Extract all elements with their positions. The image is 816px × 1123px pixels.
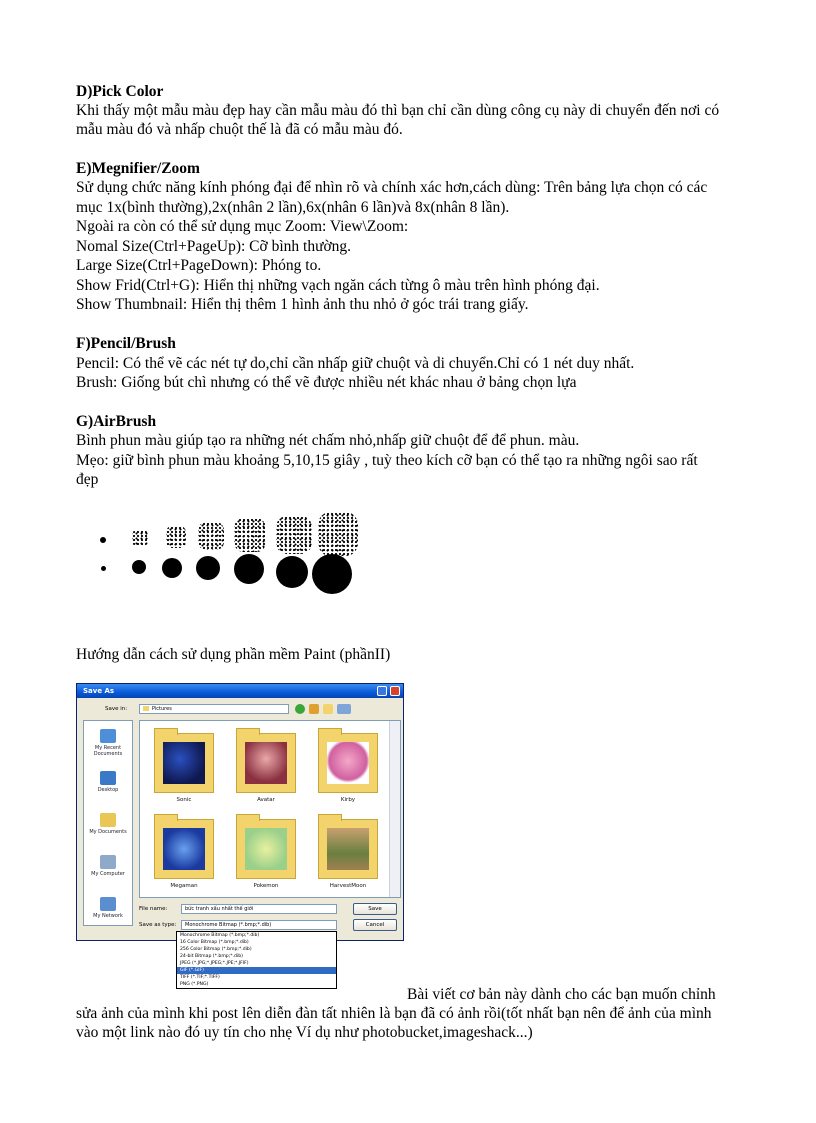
type-option-selected[interactable]: GIF (*.GIF)	[177, 967, 336, 974]
folder-thumbnail	[163, 828, 205, 870]
save-in-select[interactable]	[139, 704, 289, 714]
airbrush-dot	[101, 566, 106, 571]
airbrush-spray	[318, 512, 358, 556]
airbrush-spray	[166, 526, 186, 548]
place-my-network[interactable]: My Network	[84, 897, 132, 919]
views-menu-icon[interactable]	[337, 704, 351, 714]
airbrush-dot	[234, 554, 264, 584]
folder-item[interactable]	[154, 819, 214, 879]
folder-thumbnail	[327, 828, 369, 870]
folder-item[interactable]	[154, 733, 214, 793]
save-as-type-label: Save as type:	[139, 922, 177, 928]
file-view	[139, 720, 401, 898]
place-desktop[interactable]: Desktop	[84, 771, 132, 793]
folder-label: HarvestMoon	[329, 883, 367, 889]
airbrush-dot	[276, 556, 308, 588]
airbrush-dot	[162, 558, 182, 578]
type-option[interactable]: 256 Color Bitmap (*.bmp;*.dib)	[180, 947, 252, 952]
airbrush-dot	[196, 556, 220, 580]
dialog-title: Save As	[83, 687, 115, 695]
my-documents-icon	[100, 813, 116, 827]
airbrush-spray	[234, 518, 266, 552]
type-option[interactable]: 24-bit Bitmap (*.bmp;*.dib)	[180, 954, 243, 959]
paragraph-line: Show Thumbnail: Hiển thị thêm 1 hình ảnh thu nhỏ ở góc trái trang giấy.	[76, 296, 529, 313]
recent-documents-icon	[100, 729, 116, 743]
paragraph-line: Nomal Size(Ctrl+PageUp): Cỡ bình thường.	[76, 238, 352, 255]
places-bar	[83, 720, 133, 926]
place-recent[interactable]: My Recent Documents	[84, 729, 132, 757]
airbrush-spray	[132, 530, 148, 546]
folder-thumbnail	[163, 742, 205, 784]
folder-thumbnail	[327, 742, 369, 784]
heading-pencil-brush: F)Pencil/Brush	[76, 335, 176, 352]
airbrush-dot	[312, 554, 352, 594]
paragraph-line: Show Frid(Ctrl+G): Hiển thị những vạch ngăn cách từng ô màu trên hình phóng đại.	[76, 277, 600, 294]
airbrush-dot	[100, 537, 106, 543]
my-computer-icon	[100, 855, 116, 869]
help-icon[interactable]	[377, 686, 387, 696]
new-folder-icon[interactable]	[323, 704, 333, 714]
cancel-button[interactable]: Cancel	[353, 919, 397, 931]
airbrush-dot	[132, 560, 146, 574]
paragraph-line: Khi thấy một mẫu màu đẹp hay cần mẫu màu đó thì bạn chỉ cần dùng công cụ này di chuyển đến nơi có	[76, 102, 720, 119]
dialog-titlebar	[77, 684, 403, 698]
airbrush-spray	[198, 522, 224, 550]
type-option[interactable]: Monochrome Bitmap (*.bmp;*.dib)	[180, 933, 260, 938]
save-in-value: Pictures	[152, 706, 172, 712]
airbrush-sample-figure	[90, 510, 360, 602]
guide-title: Hướng dẫn cách sử dụng phần mềm Paint (phầnII)	[76, 646, 391, 663]
paragraph-line: Ngoài ra còn có thể sử dụng mục Zoom: View\Zoom:	[76, 218, 409, 235]
desktop-icon	[100, 771, 116, 785]
paragraph-line: mục 1x(bình thường),2x(nhân 2 lần),6x(nhân 6 lần)và 8x(nhân 8 lần).	[76, 199, 510, 216]
save-as-type-select[interactable]: Monochrome Bitmap (*.bmp;*.dib)	[181, 920, 337, 930]
paragraph-line: Brush: Giống bút chì nhưng có thể vẽ được nhiều nét khác nhau ở bảng chọn lựa	[76, 374, 577, 391]
save-as-type-dropdown[interactable]	[176, 931, 337, 989]
place-my-computer[interactable]: My Computer	[84, 855, 132, 877]
type-option[interactable]: JPEG (*.JPG;*.JPEG;*.JPE;*.JFIF)	[180, 961, 249, 966]
folder-label: Megaman	[170, 883, 198, 889]
paragraph-line: đẹp	[76, 471, 99, 488]
file-name-label: File name:	[139, 906, 168, 912]
place-my-documents[interactable]: My Documents	[84, 813, 132, 835]
paragraph-line: Pencil: Có thể vẽ các nét tự do,chỉ cần nhấp giữ chuột và di chuyển.Chỉ có 1 nét duy nhất.	[76, 355, 635, 372]
folder-item[interactable]	[318, 733, 378, 793]
heading-magnifier: E)Megnifier/Zoom	[76, 160, 200, 177]
folder-label: Pokemon	[253, 883, 279, 889]
paragraph-line: mẫu màu đó và nhấp chuột thế là đã có mẫu màu đó.	[76, 121, 403, 138]
file-view-scrollbar[interactable]	[389, 721, 400, 897]
heading-airbrush: G)AirBrush	[76, 413, 157, 430]
paragraph-line: Bài viết cơ bản này dành cho các bạn muốn chỉnh	[407, 986, 716, 1003]
paragraph-line: Mẹo: giữ bình phun màu khoảng 5,10,15 giây , tuỳ theo kích cỡ bạn có thể tạo ra những ngôi sao rất	[76, 452, 698, 469]
save-as-dialog	[76, 683, 404, 941]
folder-label: Avatar	[257, 797, 275, 803]
folder-icon	[143, 706, 149, 711]
folder-item[interactable]	[236, 733, 296, 793]
type-option[interactable]: PNG (*.PNG)	[180, 982, 209, 987]
paragraph-line: Sử dụng chức năng kính phóng đại để nhìn rõ và chính xác hơn,cách dùng: Trên bảng lựa chọn có các	[76, 179, 708, 196]
type-option[interactable]: 16 Color Bitmap (*.bmp;*.dib)	[180, 940, 249, 945]
paragraph-line: vào một link nào đó uy tín cho nhẹ Ví dụ như photobucket,imageshack...)	[76, 1024, 533, 1041]
back-icon[interactable]	[295, 704, 305, 714]
save-in-label: Save in:	[105, 706, 128, 712]
type-option[interactable]: TIFF (*.TIF;*.TIFF)	[180, 975, 220, 980]
folder-item[interactable]	[236, 819, 296, 879]
folder-thumbnail	[245, 828, 287, 870]
folder-item[interactable]	[318, 819, 378, 879]
save-button[interactable]: Save	[353, 903, 397, 915]
airbrush-spray	[276, 516, 312, 554]
file-name-input[interactable]: bức tranh xấu nhất thế giới	[181, 904, 337, 914]
folder-thumbnail	[245, 742, 287, 784]
paragraph-line: Bình phun màu giúp tạo ra những nét chấm nhỏ,nhấp giữ chuột để để phun. màu.	[76, 432, 580, 449]
paragraph-line: Large Size(Ctrl+PageDown): Phóng to.	[76, 257, 322, 274]
heading-pick-color: D)Pick Color	[76, 83, 164, 100]
folder-label: Kirby	[340, 797, 356, 803]
folder-label: Sonic	[176, 797, 192, 803]
paragraph-line: sửa ảnh của mình khi post lên diễn đàn tất nhiên là bạn đã có ảnh rồi(tốt nhất bạn nên để ảnh của mình	[76, 1005, 712, 1022]
close-icon[interactable]	[390, 686, 400, 696]
up-folder-icon[interactable]	[309, 704, 319, 714]
my-network-icon	[100, 897, 116, 911]
